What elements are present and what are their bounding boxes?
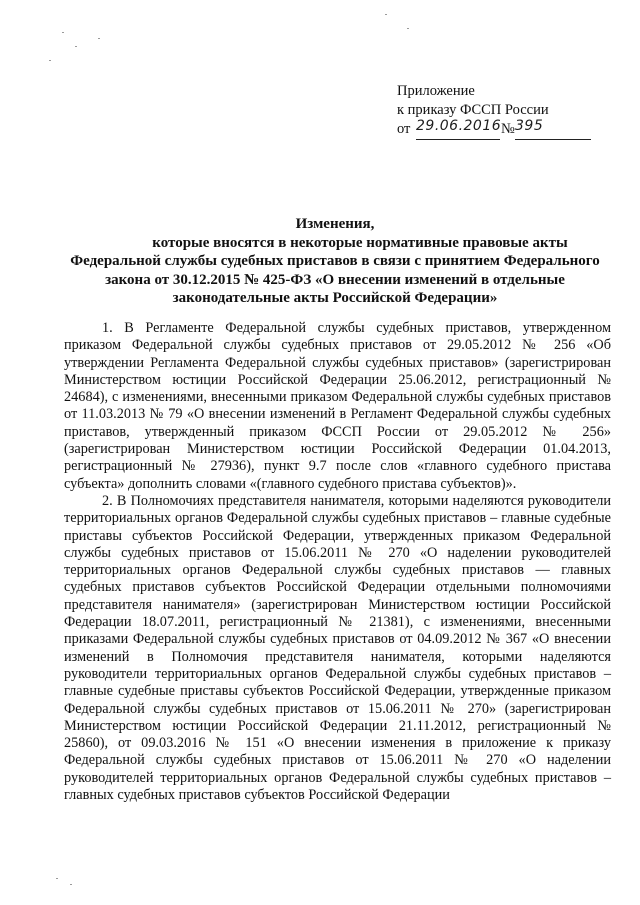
appendix-ot-label: от: [397, 121, 411, 137]
appendix-number-sign: №: [501, 121, 515, 137]
handwritten-date: 29.06.2016: [416, 118, 502, 134]
appendix-label: Приложение: [397, 83, 475, 99]
title-line-1: Изменения,: [295, 216, 375, 232]
appendix-order-ref: к приказу ФССП России: [397, 102, 549, 118]
title-line-4: закона от 30.12.2015 № 425-ФЗ «О внесении изменений в отдельные: [105, 271, 565, 288]
title-line-3: Федеральной службы судебных приставов в связи с принятием Федерального: [70, 253, 600, 269]
paragraph-2: 2. В Полномочиях представителя нанимателя, которыми наделяются руководители территориальных органов Федеральной службы судебных приставов – главные судебные приставы субъектов Российской Федерации, утвержденных приказом Федеральной службы судебных приставов от 15.06.2011 № 270 «О наделении руководителей территориальных органов Федеральной службы судебных приставов — главных судебных приставов субъектов Российской Федерации отдельными полномочиями представителя нанимателя» (зарегистрирован Министерством юстиции Российской Федерации 18.07.2011, регистрационный № 21381), с изменениями, внесенными приказами Федеральной службы судебных приставов от 04.09.2012 № 367 «О внесении изменений в Полномочия представителя нанимателя, которыми наделяются руководители территориальных органов Федеральной службы судебных приставов – главные судебные приставы субъектов Российской Федерации, утвержденные приказом Федеральной службы судебных приставов от 15.06.2011 № 270» (зарегистрирован Министерством юстиции Российской Федерации 21.11.2012, регистрационный № 25860), от 09.03.2016 № 151 «О внесении изменения в приложение к приказу Федеральной службы судебных приставов от 15.06.2011 № 270 «О наделении руководителей территориальных органов Федеральной службы судебных приставов – главных судебных приставов субъектов Российской Федерации: [64, 492, 611, 804]
document-title: [60, 215, 610, 308]
title-line-2: которые вносятся в некоторые нормативные правовые акты: [152, 234, 568, 251]
date-underline: [416, 139, 500, 140]
appendix-date-number-row: [397, 120, 602, 142]
document-body: [64, 320, 611, 804]
handwritten-number: 395: [515, 118, 544, 134]
title-line-5: законодательные акты Российской Федерации»: [172, 290, 498, 306]
number-underline: [515, 139, 591, 140]
appendix-block: [397, 82, 602, 142]
paragraph-1: 1. В Регламенте Федеральной службы судебных приставов, утвержденном приказом Федеральной службы судебных приставов от 29.05.2012 № 256 «Об утверждении Регламента Федеральной службы судебных приставов» (зарегистрирован Министерством юстиции Российской Федерации 25.06.2012, регистрационный № 24684), с изменениями, внесенными приказом Федеральной службы судебных приставов от 11.03.2013 № 79 «О внесении изменений в Регламент Федеральной службы судебных приставов, утвержденный приказом ФССП России от 29.05.2012 № 256» (зарегистрирован Министерством юстиции Российской Федерации 01.04.2013, регистрационный № 27936), пункт 9.7 после слов «главного судебного пристава субъекта» дополнить словами «(главного судебного пристава субъектов)».: [64, 320, 611, 492]
